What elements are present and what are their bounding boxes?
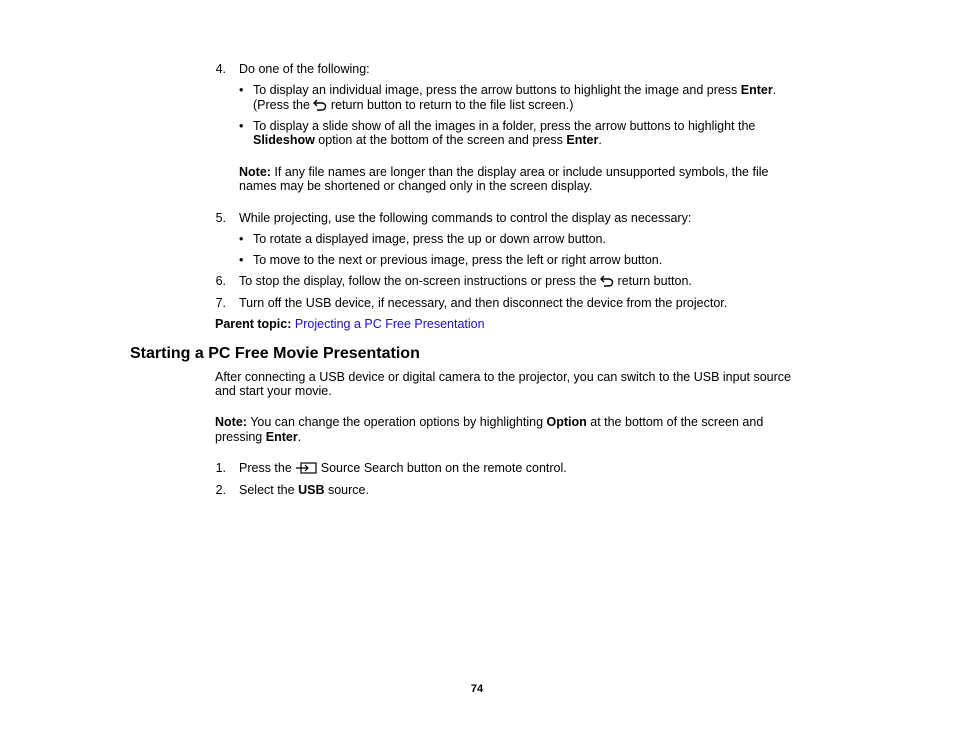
page-number: 74 [470,683,484,695]
step-text: Press the Source Search button on the remote control. [239,461,567,475]
section-intro-continued: and start your movie. [215,384,332,398]
parent-topic-link[interactable]: Projecting a PC Free Presentation [294,317,485,331]
section-intro: After connecting a USB device or digital camera to the projector, you can switch to the USB input source [215,370,791,384]
bullet: • [239,119,244,133]
step-number: 7. [215,296,226,310]
step-number: 6. [215,274,226,288]
note: Note: If any file names are longer than the display area or include unsupported symbols, the file [239,165,769,179]
bullet-text: To display an individual image, press the arrow buttons to highlight the image and press Enter. [253,83,777,97]
bullet-text-continued: (Press the return button to return to the file list screen.) [253,98,574,112]
source-search-icon [295,462,317,474]
step-number: 4. [215,62,226,76]
step-number: 5. [215,211,226,225]
step-text: To stop the display, follow the on-screen instructions or press the return button. [239,274,692,288]
bullet: • [239,232,244,246]
bullet-text-continued: Slideshow option at the bottom of the screen and press Enter. [253,133,602,147]
bullet-text: To rotate a displayed image, press the up or down arrow button. [253,232,606,246]
bullet: • [239,83,244,97]
parent-topic: Parent topic: Projecting a PC Free Presentation [215,317,485,331]
step-text: Do one of the following: [239,62,370,76]
step-number: 1. [215,461,226,475]
step-text: While projecting, use the following commands to control the display as necessary: [239,211,692,225]
step-number: 2. [215,483,226,497]
step-text: Turn off the USB device, if necessary, and then disconnect the device from the projector. [239,296,728,310]
note: Note: You can change the operation options by highlighting Option at the bottom of the screen and [215,415,764,429]
bullet-text: To display a slide show of all the images in a folder, press the arrow buttons to highlight the [253,119,756,133]
section-heading: Starting a PC Free Movie Presentation [130,345,420,362]
step-text: Select the USB source. [239,483,369,497]
return-icon [313,99,327,111]
bullet-text: To move to the next or previous image, press the left or right arrow button. [253,253,663,267]
note-continued: names may be shortened or changed only in the screen display. [239,179,593,193]
return-icon [600,275,614,287]
bullet: • [239,253,244,267]
note-continued: pressing Enter. [215,430,302,444]
